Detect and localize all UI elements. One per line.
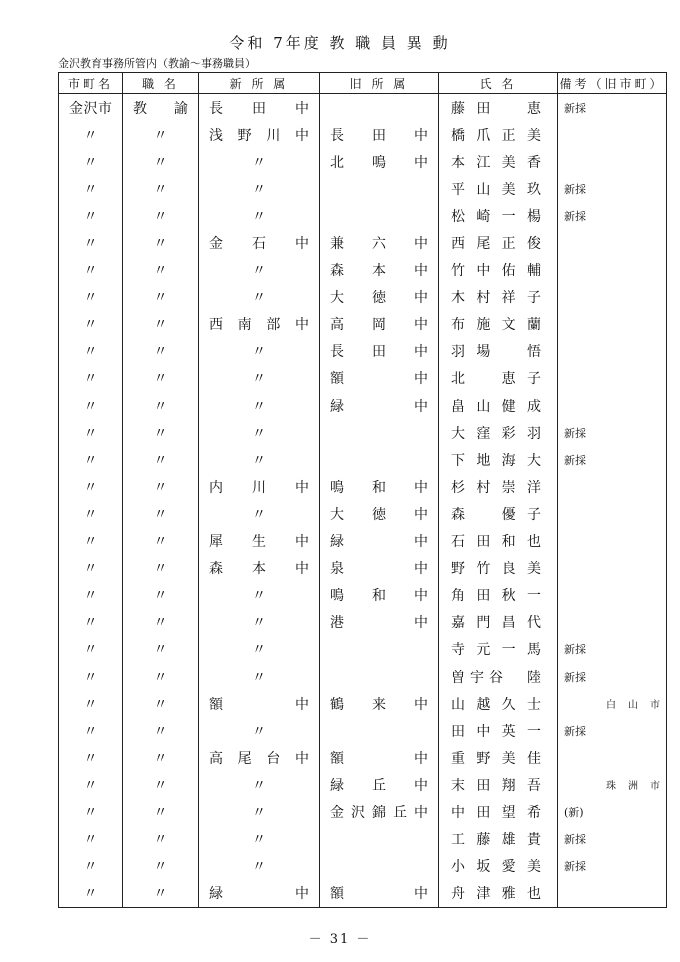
cell-position: 〃: [123, 717, 199, 744]
cell-new-affiliation: 〃: [199, 392, 320, 419]
cell-notes: 新採: [558, 636, 667, 663]
cell-notes: [558, 365, 667, 392]
cell-old-affiliation: [320, 175, 439, 202]
cell-notes: [558, 229, 667, 256]
cell-name: 田中英一: [439, 717, 558, 744]
cell-new-affiliation: 〃: [199, 446, 320, 473]
cell-position: 〃: [123, 744, 199, 771]
table-row: [59, 392, 667, 419]
cell-position: 〃: [123, 798, 199, 825]
cell-notes: (新): [558, 798, 667, 825]
table-row: [59, 446, 667, 473]
cell-new-affiliation: 〃: [199, 175, 320, 202]
page-number: － 31 －: [308, 932, 372, 947]
cell-name: 中田望希: [439, 798, 558, 825]
cell-city: 〃: [59, 798, 123, 825]
page-title: 令和 7年度 教 職 員 異 動: [229, 34, 451, 52]
cell-notes: [558, 528, 667, 555]
cell-name: 野竹良美: [439, 555, 558, 582]
cell-new-affiliation: 額中: [199, 690, 320, 717]
cell-notes: 新採: [558, 419, 667, 446]
table-row: [59, 636, 667, 663]
cell-position: 〃: [123, 609, 199, 636]
table-row: [59, 229, 667, 256]
cell-city: 〃: [59, 771, 123, 798]
cell-name: 小坂愛美: [439, 853, 558, 880]
cell-old-affiliation: 緑中: [320, 528, 439, 555]
cell-position: 〃: [123, 880, 199, 908]
cell-new-affiliation: 内川中: [199, 473, 320, 500]
cell-position: 〃: [123, 473, 199, 500]
cell-new-affiliation: 緑中: [199, 880, 320, 908]
cell-position: 〃: [123, 392, 199, 419]
cell-city: 〃: [59, 311, 123, 338]
cell-new-affiliation: 〃: [199, 826, 320, 853]
cell-new-affiliation: 西南部中: [199, 311, 320, 338]
table-row: [59, 121, 667, 148]
cell-new-affiliation: 〃: [199, 798, 320, 825]
cell-notes: [558, 473, 667, 500]
cell-old-affiliation: 額中: [320, 365, 439, 392]
cell-new-affiliation: 〃: [199, 853, 320, 880]
cell-name: 西尾正俊: [439, 229, 558, 256]
cell-old-affiliation: [320, 636, 439, 663]
table-row: [59, 94, 667, 122]
cell-old-affiliation: [320, 717, 439, 744]
cell-new-affiliation: 〃: [199, 419, 320, 446]
cell-name: 竹中佑輔: [439, 257, 558, 284]
cell-new-affiliation: 〃: [199, 148, 320, 175]
cell-position: 〃: [123, 121, 199, 148]
table-row: [59, 419, 667, 446]
cell-old-affiliation: 鳴和中: [320, 582, 439, 609]
cell-name: 工藤雄貴: [439, 826, 558, 853]
cell-old-affiliation: 緑丘中: [320, 771, 439, 798]
cell-notes: [558, 582, 667, 609]
cell-old-affiliation: 大徳中: [320, 284, 439, 311]
cell-city: 〃: [59, 663, 123, 690]
cell-city: 〃: [59, 826, 123, 853]
table-row: [59, 826, 667, 853]
cell-position: 〃: [123, 229, 199, 256]
cell-notes: [558, 311, 667, 338]
cell-new-affiliation: 長田中: [199, 94, 320, 122]
cell-old-affiliation: [320, 202, 439, 229]
cell-name: 下地海大: [439, 446, 558, 473]
cell-new-affiliation: 〃: [199, 338, 320, 365]
cell-old-affiliation: 大徳中: [320, 500, 439, 527]
cell-old-affiliation: [320, 94, 439, 122]
table-row: [59, 175, 667, 202]
cell-position: 〃: [123, 257, 199, 284]
table-row: [59, 582, 667, 609]
cell-city: 〃: [59, 257, 123, 284]
table-row: [59, 284, 667, 311]
cell-position: 〃: [123, 365, 199, 392]
cell-name: 石田和也: [439, 528, 558, 555]
cell-name: 角田秋一: [439, 582, 558, 609]
cell-new-affiliation: 〃: [199, 717, 320, 744]
cell-notes: [558, 744, 667, 771]
cell-notes: 新採: [558, 175, 667, 202]
table-row: [59, 257, 667, 284]
cell-city: 〃: [59, 690, 123, 717]
cell-name: 重野美佳: [439, 744, 558, 771]
cell-city: 〃: [59, 121, 123, 148]
cell-city: 〃: [59, 636, 123, 663]
cell-name: 松崎一楊: [439, 202, 558, 229]
cell-old-affiliation: 泉中: [320, 555, 439, 582]
cell-new-affiliation: 浅野川中: [199, 121, 320, 148]
table-row: [59, 555, 667, 582]
table-row: [59, 690, 667, 717]
cell-city: 〃: [59, 473, 123, 500]
cell-name: 畠山健成: [439, 392, 558, 419]
cell-position: 〃: [123, 338, 199, 365]
cell-position: 〃: [123, 771, 199, 798]
header-name: 氏 名: [439, 73, 558, 94]
cell-notes: 新採: [558, 663, 667, 690]
cell-position: 〃: [123, 284, 199, 311]
cell-new-affiliation: 〃: [199, 636, 320, 663]
header-position: 職 名: [123, 73, 199, 94]
cell-new-affiliation: 〃: [199, 284, 320, 311]
header-new-affiliation: 新 所 属: [199, 73, 320, 94]
table-row: [59, 880, 667, 908]
cell-city: 〃: [59, 717, 123, 744]
cell-new-affiliation: 金石中: [199, 229, 320, 256]
cell-new-affiliation: 〃: [199, 771, 320, 798]
table-body: [59, 94, 667, 908]
cell-name: 舟津雅也: [439, 880, 558, 908]
table-row: [59, 853, 667, 880]
cell-name: 山越久士: [439, 690, 558, 717]
cell-new-affiliation: 〃: [199, 202, 320, 229]
cell-notes: 新採: [558, 94, 667, 122]
cell-old-affiliation: 高岡中: [320, 311, 439, 338]
cell-notes: [558, 121, 667, 148]
cell-city: 〃: [59, 229, 123, 256]
cell-city: 〃: [59, 744, 123, 771]
cell-old-affiliation: [320, 419, 439, 446]
cell-notes: 白山市: [558, 690, 667, 717]
cell-new-affiliation: 〃: [199, 582, 320, 609]
table-row: [59, 771, 667, 798]
cell-position: 〃: [123, 690, 199, 717]
table-row: [59, 798, 667, 825]
cell-old-affiliation: [320, 446, 439, 473]
header-notes: 備考（旧市町）: [558, 73, 667, 94]
cell-name: 曽宇谷 陸: [439, 663, 558, 690]
cell-city: 〃: [59, 419, 123, 446]
cell-city: 〃: [59, 500, 123, 527]
cell-old-affiliation: 金沢錦丘中: [320, 798, 439, 825]
cell-position: 〃: [123, 826, 199, 853]
table-row: [59, 744, 667, 771]
cell-old-affiliation: 長田中: [320, 121, 439, 148]
cell-city: 〃: [59, 528, 123, 555]
cell-position: 〃: [123, 582, 199, 609]
cell-name: 大窪彩羽: [439, 419, 558, 446]
cell-city: 〃: [59, 582, 123, 609]
cell-position: 〃: [123, 175, 199, 202]
cell-notes: 新採: [558, 826, 667, 853]
cell-position: 教諭: [123, 94, 199, 122]
cell-old-affiliation: 額中: [320, 880, 439, 908]
cell-notes: [558, 338, 667, 365]
cell-notes: [558, 500, 667, 527]
cell-position: 〃: [123, 555, 199, 582]
cell-name: 本江美香: [439, 148, 558, 175]
cell-new-affiliation: 高尾台中: [199, 744, 320, 771]
cell-old-affiliation: [320, 853, 439, 880]
cell-city: 〃: [59, 202, 123, 229]
cell-name: 布施文蘭: [439, 311, 558, 338]
cell-position: 〃: [123, 528, 199, 555]
cell-notes: [558, 284, 667, 311]
cell-position: 〃: [123, 446, 199, 473]
cell-old-affiliation: [320, 826, 439, 853]
table-row: [59, 717, 667, 744]
cell-position: 〃: [123, 202, 199, 229]
table-row: [59, 609, 667, 636]
cell-new-affiliation: 〃: [199, 609, 320, 636]
cell-old-affiliation: 兼六中: [320, 229, 439, 256]
cell-position: 〃: [123, 500, 199, 527]
cell-old-affiliation: [320, 663, 439, 690]
cell-old-affiliation: 緑中: [320, 392, 439, 419]
table-row: [59, 528, 667, 555]
cell-position: 〃: [123, 148, 199, 175]
cell-new-affiliation: 犀生中: [199, 528, 320, 555]
cell-position: 〃: [123, 636, 199, 663]
cell-name: 森 優子: [439, 500, 558, 527]
table-header-row: [59, 73, 667, 94]
cell-old-affiliation: 鳴和中: [320, 473, 439, 500]
cell-position: 〃: [123, 419, 199, 446]
cell-name: 羽場 悟: [439, 338, 558, 365]
cell-city: 〃: [59, 338, 123, 365]
table-row: [59, 148, 667, 175]
cell-name: 杉村崇洋: [439, 473, 558, 500]
table-row: [59, 338, 667, 365]
cell-old-affiliation: 鶴来中: [320, 690, 439, 717]
cell-new-affiliation: 〃: [199, 257, 320, 284]
header-city: 市町名: [59, 73, 123, 94]
cell-city: 〃: [59, 446, 123, 473]
cell-notes: 新採: [558, 717, 667, 744]
cell-city: 〃: [59, 392, 123, 419]
cell-notes: [558, 609, 667, 636]
cell-notes: [558, 555, 667, 582]
cell-name: 嘉門昌代: [439, 609, 558, 636]
cell-name: 藤田 恵: [439, 94, 558, 122]
cell-city: 〃: [59, 853, 123, 880]
cell-notes: 新採: [558, 446, 667, 473]
cell-name: 寺元一馬: [439, 636, 558, 663]
cell-old-affiliation: 額中: [320, 744, 439, 771]
cell-city: 〃: [59, 880, 123, 908]
header-old-affiliation: 旧 所 属: [320, 73, 439, 94]
cell-city: 〃: [59, 284, 123, 311]
cell-position: 〃: [123, 311, 199, 338]
cell-city: 金沢市: [59, 94, 123, 122]
cell-city: 〃: [59, 365, 123, 392]
cell-new-affiliation: 〃: [199, 663, 320, 690]
table-row: [59, 663, 667, 690]
cell-city: 〃: [59, 555, 123, 582]
cell-city: 〃: [59, 148, 123, 175]
cell-old-affiliation: 港中: [320, 609, 439, 636]
cell-notes: [558, 392, 667, 419]
cell-city: 〃: [59, 609, 123, 636]
cell-city: 〃: [59, 175, 123, 202]
cell-old-affiliation: 北鳴中: [320, 148, 439, 175]
section-subtitle: 金沢教育事務所管内（教諭～事務職員）: [58, 57, 256, 70]
cell-old-affiliation: 森本中: [320, 257, 439, 284]
cell-notes: [558, 148, 667, 175]
cell-new-affiliation: 〃: [199, 365, 320, 392]
cell-name: 末田翔吾: [439, 771, 558, 798]
cell-notes: 珠洲市: [558, 771, 667, 798]
table-row: [59, 473, 667, 500]
cell-notes: [558, 880, 667, 908]
cell-old-affiliation: 長田中: [320, 338, 439, 365]
table-row: [59, 311, 667, 338]
cell-name: 平山美玖: [439, 175, 558, 202]
cell-new-affiliation: 〃: [199, 500, 320, 527]
cell-notes: [558, 257, 667, 284]
cell-position: 〃: [123, 853, 199, 880]
table-row: [59, 202, 667, 229]
cell-name: 北 恵子: [439, 365, 558, 392]
personnel-table: [58, 72, 667, 908]
cell-name: 木村祥子: [439, 284, 558, 311]
cell-notes: 新採: [558, 202, 667, 229]
table-row: [59, 500, 667, 527]
table-row: [59, 365, 667, 392]
cell-position: 〃: [123, 663, 199, 690]
cell-name: 橋爪正美: [439, 121, 558, 148]
cell-new-affiliation: 森本中: [199, 555, 320, 582]
cell-notes: 新採: [558, 853, 667, 880]
